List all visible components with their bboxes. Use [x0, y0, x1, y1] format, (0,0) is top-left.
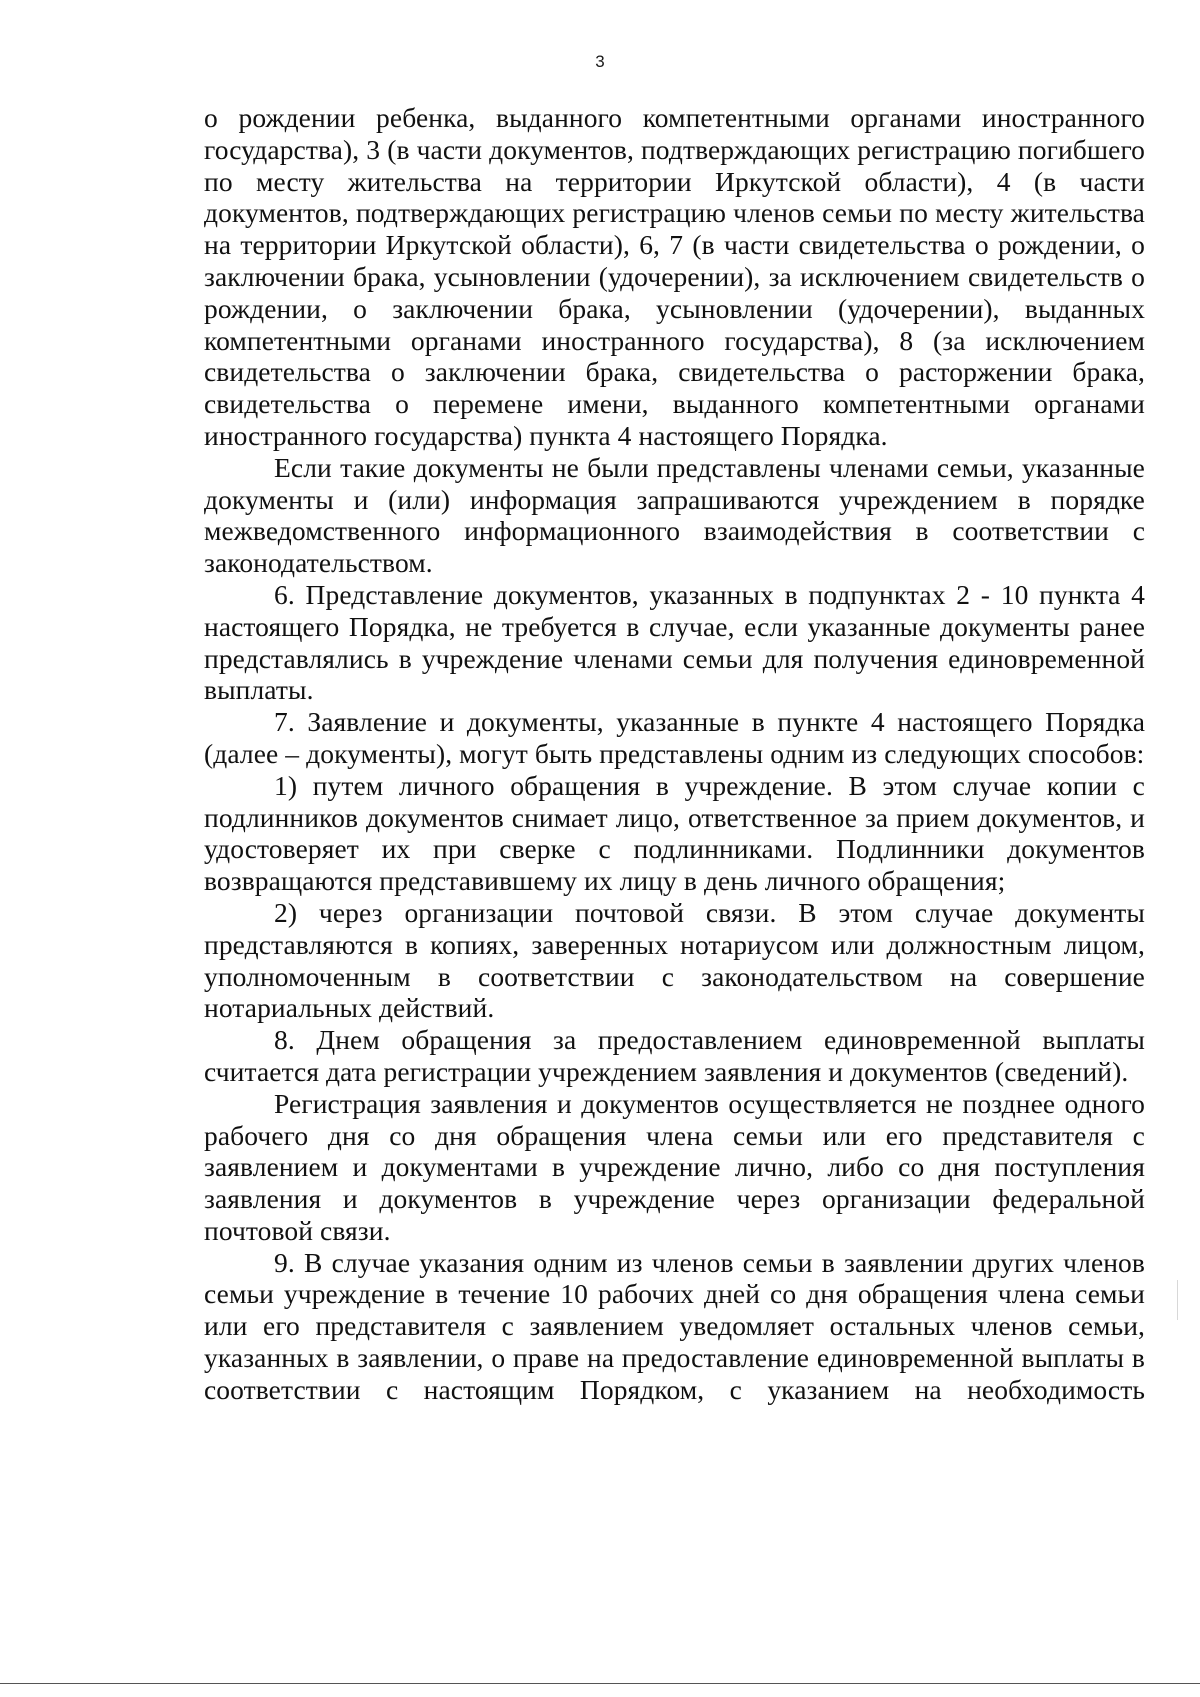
paragraph-item-7: 7. Заявление и документы, указанные в пункте 4 настоящего Порядка (далее – документы), могут быть представлены одним из следующих способов: [204, 706, 1145, 769]
paragraph-item-7-method-2: 2) через организации почтовой связи. В этом случае документы представляются в копиях, заверенных нотариусом или должностным лицом, уполномоченным в соответствии с законодательством на совершение нотариальных действий. [204, 896, 1145, 1024]
scan-artifact-line [1177, 1280, 1178, 1320]
document-body [204, 102, 1145, 1406]
paragraph-item-7-method-1: 1) путем личного обращения в учреждение. В этом случае копии с подлинников документов снимает лицо, ответственное за прием документов, и удостоверяет их при сверке с подлинниками. Подлинники документов возвращаются представившему их лицу в день личного обращения; [204, 769, 1145, 897]
paragraph-item-9: 9. В случае указания одним из членов семьи в заявлении других членов семьи учреждение в течение 10 рабочих дней со дня обращения члена семьи или его представителя с заявлением уведомляет остальных членов семьи, указанных в заявлении, о праве на предоставление единовременной выплаты в соответствии с настоящим Порядком, с указанием на необходимость [204, 1246, 1145, 1405]
page-number: 3 [595, 52, 605, 71]
paragraph-interagency-request: Если такие документы не были представлены членами семьи, указанные документы и (или) информация запрашиваются учреждением в порядке межведомственного информационного взаимодействия в соответствии с законодательством. [204, 451, 1145, 579]
bottom-scan-edge-line [0, 1683, 1200, 1684]
paragraph-registration: Регистрация заявления и документов осуществляется не позднее одного рабочего дня со дня обращения члена семьи или его представителя с заявлением и документами в учреждение лично, либо со дня поступления заявления и документов в учреждение через организации федеральной почтовой связи. [204, 1087, 1145, 1246]
paragraph-item-8: 8. Днем обращения за предоставлением единовременной выплаты считается дата регистрации учреждением заявления и документов (сведений). [204, 1024, 1145, 1087]
paragraph-item-6: 6. Представление документов, указанных в подпунктах 2 - 10 пункта 4 настоящего Порядка, не требуется в случае, если указанные документы ранее представлялись в учреждение членами семьи для получения единовременной выплаты. [204, 578, 1145, 706]
paragraph-continuation: о рождении ребенка, выданного компетентными органами иностранного государства), 3 (в части документов, подтверждающих регистрацию погибшего по месту жительства на территории Иркутской области), 4 (в части документов, подтверждающих регистрацию членов семьи по месту жительства на территории Иркутской области), 6, 7 (в части свидетельства о рождении, о заключении брака, усыновлении (удочерении), за исключением свидетельств о рождении, о заключении брака, усыновлении (удочерении), выданных компетентными органами иностранного государства), 8 (за исключением свидетельства о заключении брака, свидетельства о расторжении брака, свидетельства о перемене имени, выданного компетентными органами иностранного государства) пункта 4 настоящего Порядка. [204, 102, 1145, 451]
